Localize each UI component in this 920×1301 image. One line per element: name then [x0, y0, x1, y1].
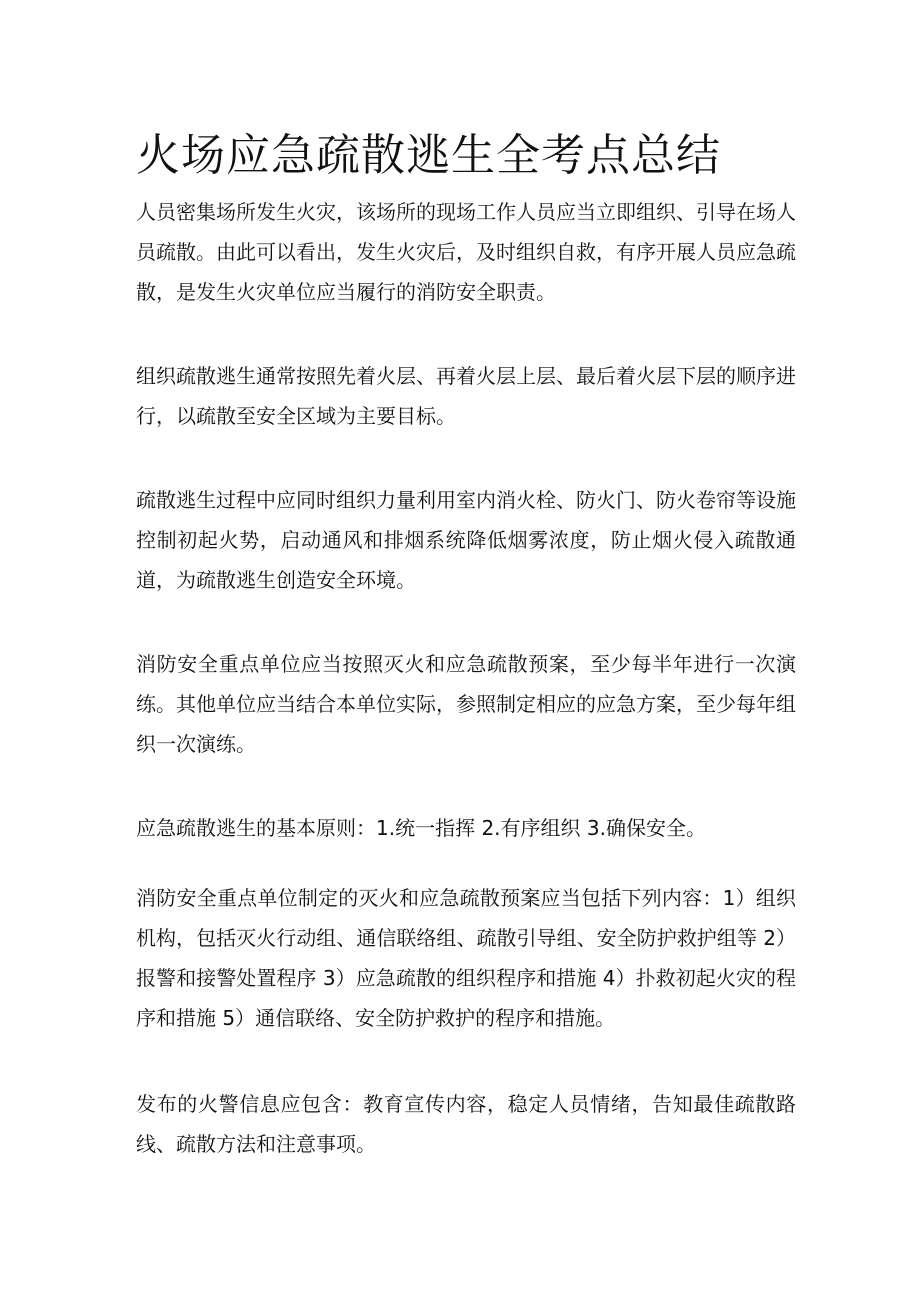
- paragraph-plan-contents: 消防安全重点单位制定的灭火和应急疏散预案应当包括下列内容：1）组织机构，包括灭火行动组、通信联络组、疏散引导组、安全防护救护组等 2）报警和接警处置程序 3）应急疏散的组织程序和措施 4）扑救初起火灾的程序和措施 5）通信联络、安全防护救护的程序和措施。: [136, 886, 796, 1030]
- paragraph-fire-alert-info: 发布的火警信息应包含：教育宣传内容，稳定人员情绪，告知最佳疏散路线、疏散方法和注意事项。: [136, 1092, 796, 1156]
- paragraph-drill-frequency: 消防安全重点单位应当按照灭火和应急疏散预案，至少每半年进行一次演练。其他单位应当结合本单位实际，参照制定相应的应急方案，至少每年组织一次演练。: [136, 652, 796, 756]
- paragraph-evacuation-order: 组织疏散逃生通常按照先着火层、再着火层上层、最后着火层下层的顺序进行，以疏散至安全区域为主要目标。: [136, 364, 796, 428]
- document-title: 火场应急疏散逃生全考点总结: [136, 130, 721, 181]
- paragraph-fire-control: 疏散逃生过程中应同时组织力量利用室内消火栓、防火门、防火卷帘等设施控制初起火势，启动通风和排烟系统降低烟雾浓度，防止烟火侵入疏散通道，为疏散逃生创造安全环境。: [136, 488, 796, 592]
- paragraph-fire-duty: 人员密集场所发生火灾，该场所的现场工作人员应当立即组织、引导在场人员疏散。由此可以看出，发生火灾后，及时组织自救，有序开展人员应急疏散，是发生火灾单位应当履行的消防安全职责。: [136, 200, 796, 304]
- paragraph-basic-principles: 应急疏散逃生的基本原则：1.统一指挥 2.有序组织 3.确保安全。: [136, 816, 706, 840]
